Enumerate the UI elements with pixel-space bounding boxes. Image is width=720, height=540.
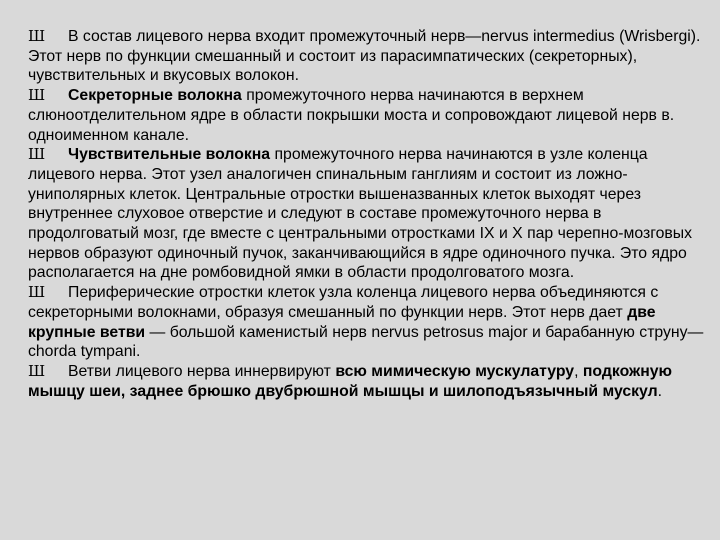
bold-text: две крупные ветви — [28, 303, 656, 341]
bold-text: Чувствительные волокна — [68, 146, 271, 164]
bullet-paragraph — [28, 86, 710, 145]
text-run: Ветви лицевого нерва иннервируют — [68, 362, 336, 380]
text-run: Периферические отростки клеток узла коленца лицевого нерва объединяются с секреторными волокнами, образуя смешанный по функции нерв. Этот нерв дает — [28, 284, 659, 321]
bold-text: Секреторные волокна — [68, 87, 242, 105]
bullet-glyph: Ш — [28, 145, 46, 164]
bullet-paragraph — [28, 362, 710, 401]
text-body — [28, 27, 710, 401]
text-run: промежуточного нерва начинаются в верхнем слюноотделительном ядре в области покрышки моста и сопровождают лицевой нерв в. одноименном канале. — [28, 87, 675, 144]
bullet-glyph: Ш — [28, 283, 46, 302]
bullet-glyph: Ш — [28, 27, 46, 45]
text-run: , — [574, 362, 583, 380]
text-run: — большой каменистый нерв nervus petrosus major и барабанную струну— chorda tympani. — [28, 323, 704, 361]
text-run: . — [657, 382, 663, 400]
bullet-paragraph — [28, 283, 710, 362]
text-run: промежуточного нерва начинаются в узле коленца лицевого нерва. Этот узел аналогичен спинальным ганглиям и состоит из ложно-униполярных клеток. Центральные отростки вышеназванных клеток выходят через внутреннее слуховое отверстие и следуют в составе промежуточного нерва в продолговатый мозг, где вместе с центральными отростками IX и X пар черепно-мозговых нервов образуют одиночный пучок, заканчивающийся в ядре одиночного пучка. Это ядро располагается на дне ромбовидной ямки в области продолговатого мозга. — [28, 146, 693, 282]
bold-text: подкожную мышцу шеи, заднее брюшко двубрюшной мышцы и шилоподъязычный мускул — [28, 362, 673, 400]
bullet-paragraph — [28, 145, 710, 283]
bullet-glyph: Ш — [28, 361, 46, 380]
bold-text: всю мимическую мускулатуру — [335, 362, 575, 380]
bullet-glyph: Ш — [28, 86, 46, 105]
text-run: В состав лицевого нерва входит промежуточный нерв—nervus intermedius (Wrisbergi). Этот нерв по функции смешанный и состоит из парасимпатических (секреторных), чувствительных и вкусовых волокон. — [28, 28, 701, 85]
bullet-paragraph — [28, 27, 710, 86]
